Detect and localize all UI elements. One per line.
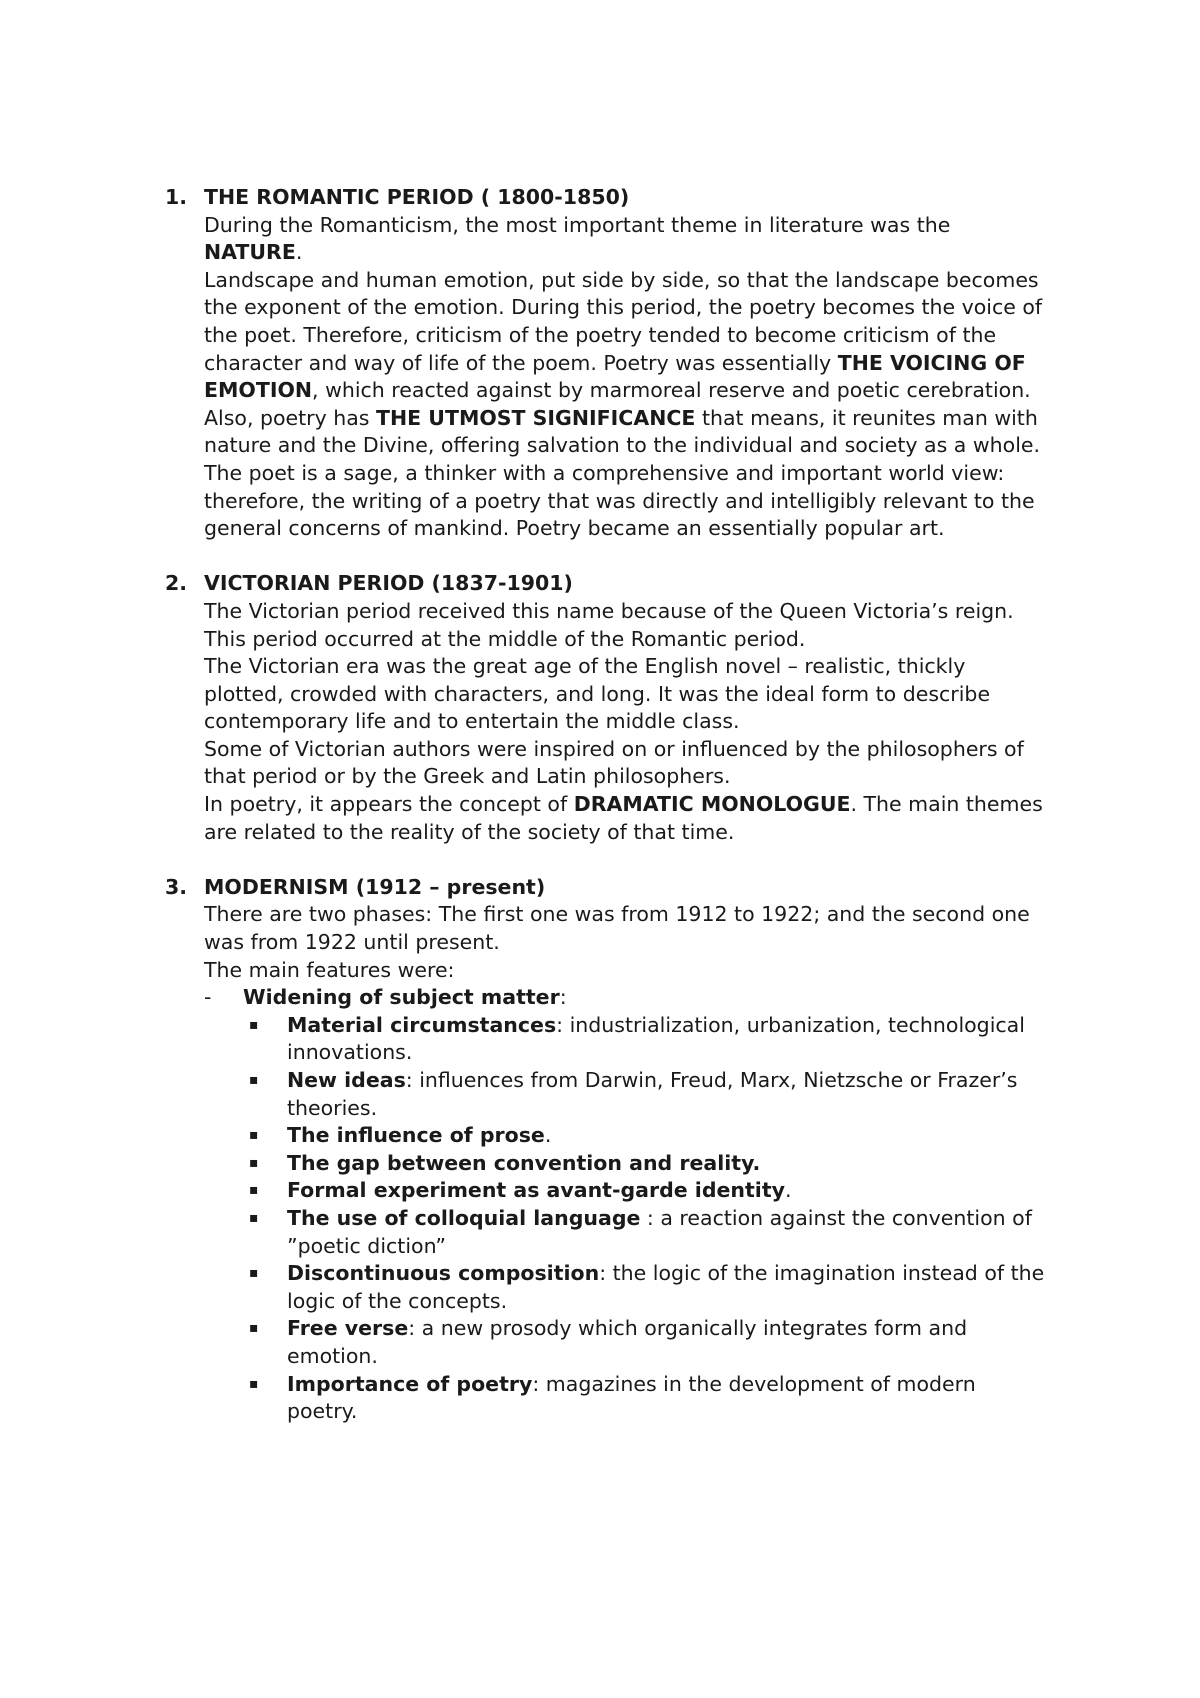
section-romantic-period	[165, 184, 1045, 543]
square-bullet-icon: ▪	[249, 1375, 259, 1392]
square-bullet-icon: ▪	[249, 1320, 259, 1337]
paragraph	[204, 791, 1045, 846]
bullet-term: New ideas	[287, 1068, 406, 1092]
paragraph: The main features were:	[204, 957, 455, 982]
bullet-term: The gap between convention and reality.	[287, 1150, 761, 1175]
paragraph: The poet is a sage, a thinker with a comprehensive and important world view: therefore, the writing of a poetry that was directly and intelligibly relevant to the general concerns of mankind. Poetry became an essentially popular art.	[204, 460, 1035, 541]
dash-item-punct: :	[559, 985, 567, 1010]
bullet-item	[204, 1150, 1045, 1178]
paragraph: Some of Victorian authors were inspired on or influenced by the philosophers of that period or by the Greek and Latin philosophers.	[204, 736, 1024, 789]
bullet-description: : magazines in the development of modern poetry.	[287, 1371, 976, 1424]
bullet-item	[204, 1067, 1045, 1122]
bullet-term: Importance of poetry	[287, 1371, 533, 1396]
emphasis-text: THE VOICING OF EMOTION	[204, 350, 1026, 403]
square-bullet-icon: ▪	[249, 1182, 259, 1199]
bullet-description: : the logic of the imagination instead of the logic of the concepts.	[287, 1261, 1045, 1313]
bullet-term: Free verse	[287, 1316, 409, 1341]
dash-list-item	[204, 984, 1045, 1012]
section-heading: MODERNISM (1912 – present)	[204, 874, 546, 899]
section-number: 2.	[165, 571, 188, 596]
square-bullet-icon: ▪	[249, 1154, 259, 1171]
document-content	[165, 184, 1045, 1426]
bullet-term: Discontinuous composition	[287, 1261, 600, 1286]
bullet-description: : influences from Darwin, Freud, Marx, Nietzsche or Frazer’s theories.	[287, 1068, 1018, 1120]
section-number: 1.	[165, 185, 188, 209]
bullet-term: Formal experiment as avant-garde identity	[287, 1178, 785, 1203]
bullet-term: Material circumstances	[287, 1012, 557, 1037]
paragraph-text: , which reacted against by marmoreal reserve and poetic cerebration. Also, poetry has	[204, 378, 1031, 430]
square-bullet-icon: ▪	[249, 1265, 259, 1282]
bullet-item	[204, 1260, 1045, 1315]
bullet-item	[204, 1205, 1045, 1260]
paragraph-text: In poetry, it appears the concept of	[204, 792, 568, 817]
section-heading: VICTORIAN PERIOD (1837-1901)	[204, 571, 573, 596]
paragraph-text: . The main themes are related to the reality of the society of that time.	[204, 792, 1043, 844]
bullet-item	[204, 1371, 1045, 1426]
square-bullet-icon: ▪	[249, 1127, 259, 1144]
bullet-term: The influence of prose	[287, 1123, 545, 1148]
section-victorian-period	[165, 570, 1045, 846]
bullet-item	[204, 1122, 1045, 1150]
dash-marker: -	[204, 985, 212, 1010]
bullet-description: : a new prosody which organically integrates form and emotion.	[287, 1316, 968, 1368]
bullet-item	[204, 1315, 1045, 1370]
bullet-description: .	[785, 1178, 792, 1203]
emphasis-text: NATURE	[204, 240, 296, 265]
square-bullet-icon: ▪	[249, 1072, 259, 1088]
bullet-item	[204, 1177, 1045, 1205]
paragraph-text: .	[295, 240, 303, 265]
paragraph	[204, 267, 1045, 460]
paragraph	[204, 212, 1045, 267]
paragraph: There are two phases: The first one was from 1912 to 1922; and the second one was from 1922 until present.	[204, 902, 1030, 955]
feature-bullet-list	[204, 1012, 1045, 1426]
paragraph: The Victorian period received this name because of the Queen Victoria’s reign. This period occurred at the middle of the Romantic period.	[204, 598, 1014, 651]
emphasis-text: THE UTMOST SIGNIFICANCE	[376, 405, 696, 430]
paragraph-text: Landscape and human emotion, put side by side, so that the landscape becomes the exponent of the emotion. During this period, the poetry becomes the voice of the poet. Therefore, criticism of the poetry tended to become criticism of the character and way of life of the poem. Poetry was essentially	[204, 267, 1043, 375]
spacer	[165, 543, 1045, 571]
bullet-description: : industrialization, urbanization, technological innovations.	[287, 1012, 1025, 1065]
square-bullet-icon: ▪	[249, 1209, 259, 1226]
section-modernism	[165, 874, 1045, 1426]
emphasis-text: DRAMATIC MONOLOGUE	[573, 792, 851, 817]
bullet-term: The use of colloquial language	[287, 1205, 641, 1230]
paragraph-text: that means, it reunites man with nature and the Divine, offering salvation to the individual and society as a whole.	[204, 405, 1041, 458]
square-bullet-icon: ▪	[249, 1016, 259, 1033]
bullet-item	[204, 1012, 1045, 1067]
bullet-description: : a reaction against the convention of ”poetic diction”	[287, 1205, 1032, 1258]
section-heading: THE ROMANTIC PERIOD ( 1800-1850)	[204, 185, 630, 209]
paragraph-text: During the Romanticism, the most important theme in literature was the	[204, 212, 951, 237]
bullet-description: .	[544, 1123, 552, 1148]
paragraph: The Victorian era was the great age of the English novel – realistic, thickly plotted, crowded with characters, and long. It was the ideal form to describe contemporary life and to entertain the middle class.	[204, 654, 991, 734]
spacer	[165, 846, 1045, 874]
section-number: 3.	[165, 874, 188, 899]
dash-item-heading: Widening of subject matter	[243, 985, 560, 1010]
